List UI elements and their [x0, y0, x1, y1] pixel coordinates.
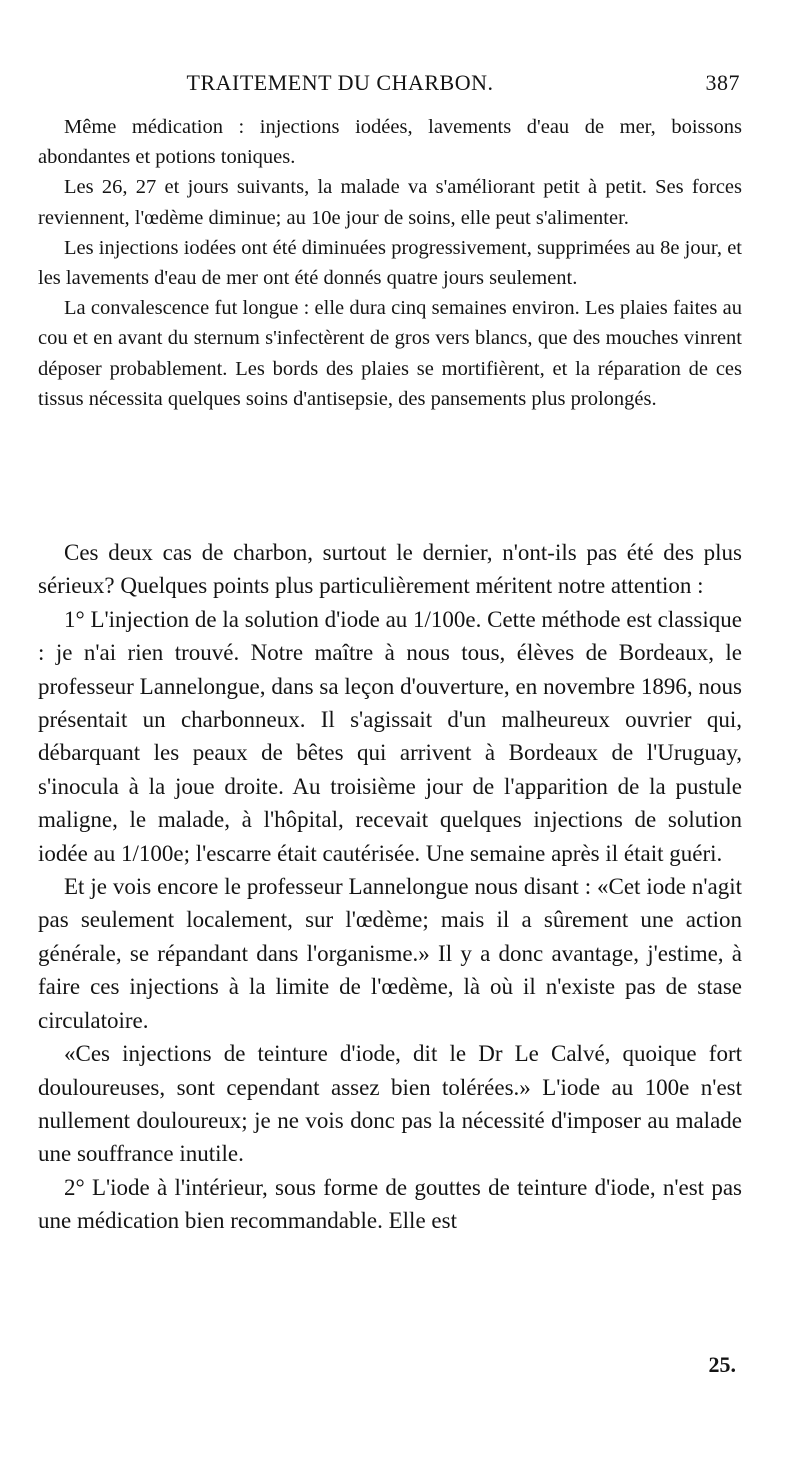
paragraph: Et je vois encore le professeur Lannelongue nous disant : «Cet iode n'agit pas seulement localement, sur l'œdème; mais il a sûrement une action générale, se répandant dans l'organisme.» Il y a donc avantage, j'estime, à faire ces injections à la limite de l'œdème, là où il n'existe pas de stase circulatoire.	[38, 874, 742, 1033]
paragraph: Même médication : injections iodées, lavements d'eau de mer, boissons abondantes et potions toniques.	[38, 116, 742, 169]
page-number: 387	[705, 70, 740, 95]
paragraph: Les injections iodées ont été diminuées progressivement, supprimées au 8e jour, et les lavements d'eau de mer ont été donnés quatre jours seulement.	[38, 236, 742, 290]
paragraph: Ces deux cas de charbon, surtout le dernier, n'ont-ils pas été des plus sérieux? Quelques points plus particulièrement méritent notre attention :	[38, 540, 742, 599]
signature-mark: 25.	[708, 1352, 736, 1377]
paragraph: Les 26, 27 et jours suivants, la malade va s'améliorant petit à petit. Ses forces reviennent, l'œdème diminue; au 10e jour de soins, elle peut s'alimenter.	[38, 176, 742, 229]
discussion-text	[38, 536, 742, 1238]
paragraph: 1° L'injection de la solution d'iode au 1/100e. Cette méthode est classique : je n'ai rien trouvé. Notre maître à nous tous, élèves de Bordeaux, le professeur Lannelongue, dans sa leçon d'ouverture, en novembre 1896, nous présentait un charbonneux. Il s'agissait d'un malheureux ouvrier qui, débarquant les peaux de bêtes qui arrivent à Bordeaux de l'Uruguay, s'inocula à la joue droite. Au troisième jour de l'apparition de la pustule maligne, le malade, à l'hôpital, recevait quelques injections de solution iodée au 1/100e; l'escarre était cautérisée. Une semaine après il était guéri.	[38, 606, 742, 866]
paragraph: La convalescence fut longue : elle dura cinq semaines environ. Les plaies faites au cou et en avant du sternum s'infectèrent de gros vers blancs, que des mouches vinrent déposer probablement. Les bords des plaies se mortifièrent, et la réparation de ces tissus nécessita quelques soins d'antisepsie, des pansements plus prolongés.	[38, 297, 742, 410]
running-header	[40, 70, 740, 100]
paragraph: 2° L'iode à l'intérieur, sous forme de gouttes de teinture d'iode, n'est pas une médication bien recommandable. Elle est	[38, 1174, 742, 1234]
running-title: TRAITEMENT DU CHARBON.	[186, 70, 494, 95]
paragraph: «Ces injections de teinture d'iode, dit le Dr Le Calvé, quoique fort douloureuses, sont cependant assez bien tolérées.» L'iode au 100e n'est nullement douloureux; je ne vois donc pas la nécessité d'imposer au malade une souffrance inutile.	[38, 1041, 742, 1167]
case-report-text	[38, 112, 742, 414]
